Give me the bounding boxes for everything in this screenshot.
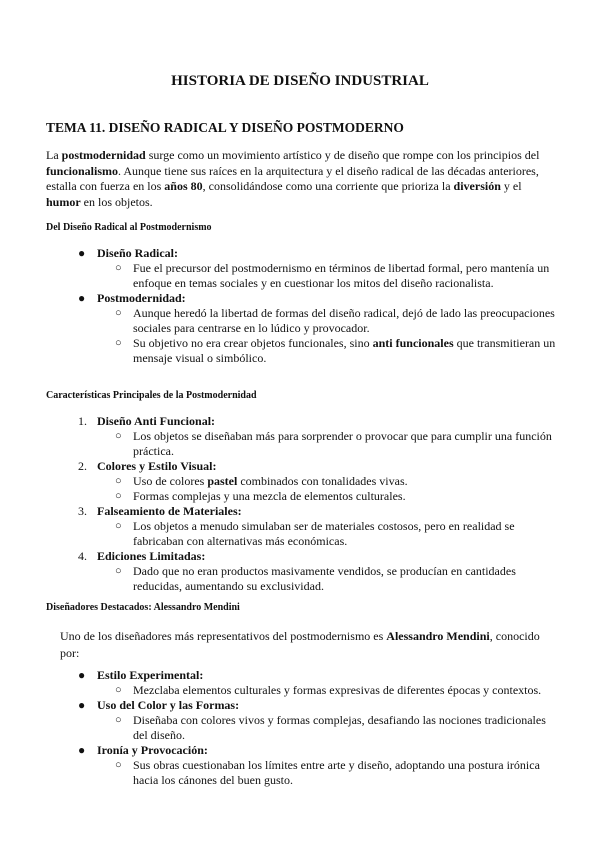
list-item-label: Falseamiento de Materiales:: [97, 504, 242, 518]
circle-bullet-icon: ○: [115, 475, 122, 487]
bullet-icon: ●: [78, 246, 86, 260]
list-item: [0, 549, 600, 594]
bullet-icon: ●: [78, 668, 86, 682]
circle-bullet-icon: ○: [115, 684, 122, 696]
circle-bullet-icon: ○: [115, 430, 122, 442]
circle-bullet-icon: ○: [115, 307, 122, 319]
sub-item-text: que transmitieran un mensaje visual o simbólico.: [133, 336, 556, 365]
list-item: [0, 698, 600, 743]
sub-item: [0, 429, 600, 459]
sub-item: [0, 564, 600, 594]
list-item-heading: [0, 246, 600, 261]
list-item: [0, 291, 600, 366]
bullet-icon: ●: [78, 291, 86, 305]
sub-item-bold: anti funcionales: [372, 336, 454, 350]
list-item-heading: [0, 504, 600, 519]
sub-item-text: Formas complejas y una mezcla de elementos culturales.: [133, 489, 406, 503]
section2-list: [0, 414, 600, 594]
circle-bullet-icon: ○: [115, 759, 122, 771]
bullet-icon: ●: [78, 743, 86, 757]
sub-item: [0, 489, 600, 504]
intro-text: y el: [500, 179, 522, 193]
list-item-heading: [0, 668, 600, 683]
section1-list: [0, 246, 600, 366]
list-item-label: Diseño Anti Funcional:: [97, 414, 216, 428]
intro-text: en los objetos.: [80, 194, 153, 209]
intro-paragraph: [46, 148, 556, 210]
circle-bullet-icon: ○: [115, 490, 122, 502]
designer-intro-text: , conocido por:: [60, 629, 540, 660]
intro-bold: postmodernidad: [61, 148, 146, 162]
topic-heading: TEMA 11. DISEÑO RADICAL Y DISEÑO POSTMODERNO: [46, 120, 404, 135]
circle-bullet-icon: ○: [115, 714, 122, 726]
sub-item-text: Aunque heredó la libertad de formas del diseño radical, dejó de lado las preocupaciones sociales para centrarse en lo lúdico y provocador.: [133, 306, 555, 335]
intro-bold: humor: [46, 194, 81, 209]
list-number: 1.: [78, 414, 87, 428]
list-number: 2.: [78, 459, 87, 473]
intro-text: La: [46, 148, 62, 162]
list-item: [0, 504, 600, 549]
list-item: [0, 246, 600, 291]
section-heading-radical: Del Diseño Radical al Postmodernismo: [46, 222, 212, 233]
list-item: [0, 414, 600, 459]
intro-bold: años 80: [164, 179, 203, 193]
sub-item: [0, 336, 600, 366]
section-heading-characteristics: Características Principales de la Postmodernidad: [46, 390, 257, 401]
designer-name: Alessandro Mendini: [386, 629, 490, 643]
list-number: 4.: [78, 549, 87, 563]
sub-item-text: Los objetos se diseñaban más para sorprender o provocar que para cumplir una función práctica.: [133, 429, 552, 458]
sub-item-bold: pastel: [207, 474, 238, 488]
list-item: [0, 668, 600, 698]
list-item-heading: [0, 414, 600, 429]
sub-item: [0, 306, 600, 336]
list-item-heading: [0, 291, 600, 306]
designer-intro-text: Uno de los diseñadores más representativos del postmodernismo es: [60, 629, 387, 643]
sub-item: [0, 474, 600, 489]
intro-text: surge como un movimiento artístico y de diseño que rompe con los principios del: [145, 148, 540, 162]
sub-item: [0, 713, 600, 743]
intro-bold: funcionalismo: [46, 163, 119, 178]
sub-item: [0, 758, 600, 788]
sub-item-text: combinados con tonalidades vivas.: [237, 474, 408, 488]
intro-text: . Aunque tiene sus raíces en la arquitectura y el diseño radical de las décadas anteriores, estalla con fuerza en los: [46, 163, 539, 193]
circle-bullet-icon: ○: [115, 520, 122, 532]
list-item-label: Estilo Experimental:: [97, 668, 204, 682]
list-item-label: Uso del Color y las Formas:: [97, 698, 240, 712]
list-item-label: Diseño Radical:: [97, 246, 178, 260]
sub-item-text: Mezclaba elementos culturales y formas expresivas de diferentes épocas y contextos.: [133, 683, 542, 697]
sub-item-text: Fue el precursor del postmodernismo en términos de libertad formal, pero mantenía un enfoque en temas sociales y en cuestionar los mitos del diseño racionalista.: [133, 261, 550, 290]
list-item-heading: [0, 743, 600, 758]
document-title: HISTORIA DE DISEÑO INDUSTRIAL: [171, 73, 429, 89]
sub-item-text: Los objetos a menudo simulaban ser de materiales costosos, pero en realidad se fabricaban con alternativas más económicas.: [133, 519, 515, 548]
sub-item: [0, 683, 600, 698]
section3-list: [0, 668, 600, 788]
circle-bullet-icon: ○: [115, 262, 122, 274]
list-item-label: Postmodernidad:: [97, 291, 186, 305]
list-item: [0, 743, 600, 788]
intro-text: , consolidándose como una corriente que prioriza la: [202, 179, 454, 193]
list-item-label: Colores y Estilo Visual:: [97, 459, 217, 473]
sub-item: [0, 261, 600, 291]
designer-intro: [60, 628, 560, 662]
sub-item-text: Su objetivo no era crear objetos funcionales, sino: [133, 336, 373, 350]
bullet-icon: ●: [78, 698, 86, 712]
list-item-heading: [0, 549, 600, 564]
sub-item-text: Sus obras cuestionaban los límites entre arte y diseño, adoptando una postura irónica hacia los cánones del buen gusto.: [133, 758, 540, 787]
list-item-heading: [0, 459, 600, 474]
sub-item-text: Uso de colores: [133, 474, 208, 488]
section-heading-designers: Diseñadores Destacados: Alessandro Mendini: [46, 602, 240, 613]
circle-bullet-icon: ○: [115, 565, 122, 577]
intro-bold: diversión: [453, 179, 501, 193]
sub-item-text: Diseñaba con colores vivos y formas complejas, desafiando las nociones tradicionales del diseño.: [133, 713, 546, 742]
sub-item: [0, 519, 600, 549]
circle-bullet-icon: ○: [115, 337, 122, 349]
list-number: 3.: [78, 504, 87, 518]
list-item-label: Ediciones Limitadas:: [97, 549, 206, 563]
sub-item-text: Dado que no eran productos masivamente vendidos, se producían en cantidades reducidas, aumentando su exclusividad.: [133, 564, 516, 593]
list-item-label: Ironía y Provocación:: [97, 743, 208, 757]
list-item-heading: [0, 698, 600, 713]
list-item: [0, 459, 600, 504]
